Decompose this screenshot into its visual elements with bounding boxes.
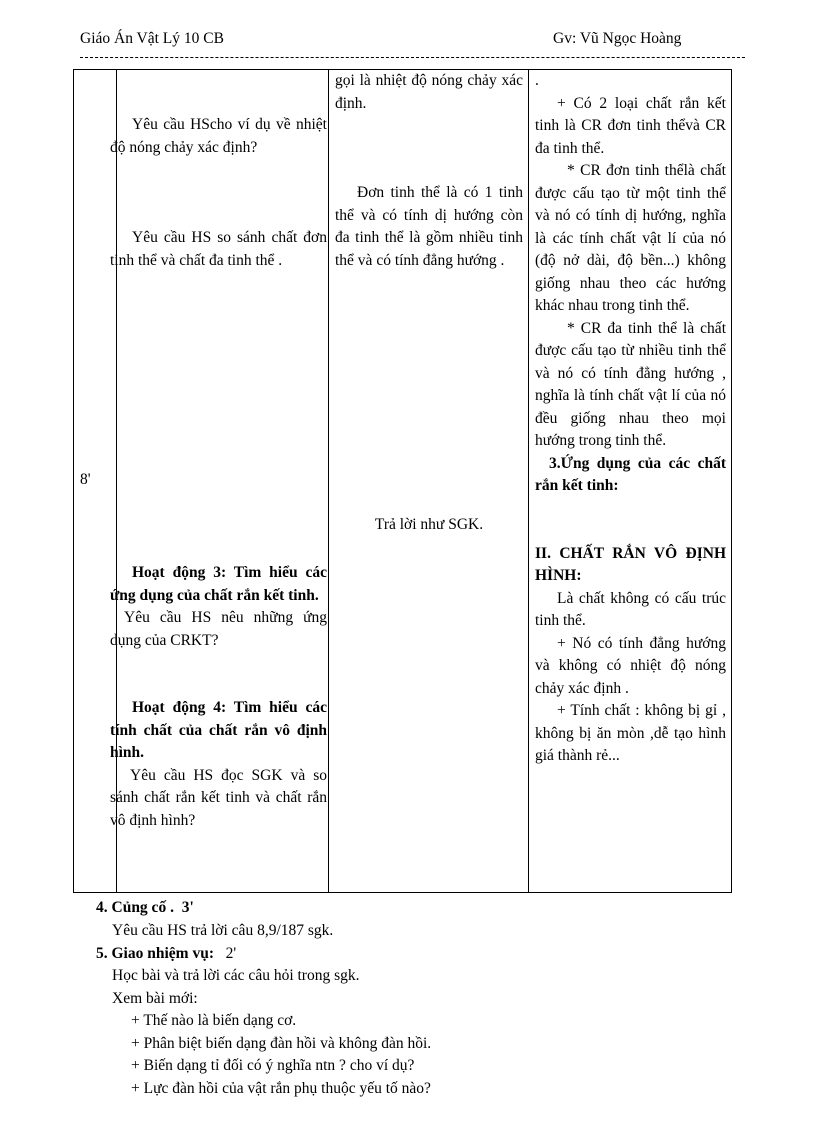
time-cell: 8' bbox=[80, 471, 91, 488]
student-answer-2: Đơn tinh thể là có 1 tinh thể và có tính dị hướng còn đa tinh thể là gồm nhiều tinh thể và có tính đẳng hướng . bbox=[335, 184, 523, 269]
student-answer-3: Trả lời như SGK. bbox=[374, 516, 484, 533]
section-5-bullet: + Thế nào là biến dạng cơ. bbox=[131, 1012, 297, 1029]
section-5-title: 5. Giao nhiệm vụ: 2' bbox=[96, 945, 237, 962]
header-teacher: Gv: Vũ Ngọc Hoàng bbox=[553, 30, 682, 47]
section-5-line-2: Xem bài mới: bbox=[112, 990, 198, 1007]
column-divider bbox=[328, 70, 329, 892]
activity-3-text: Yêu cầu HS nêu những ứng dụng của CRKT? bbox=[110, 609, 327, 649]
section-5-bullet: + Lực đàn hồi của vật rắn phụ thuộc yếu tố nào? bbox=[131, 1080, 431, 1097]
activity-4-text: Yêu cầu HS đọc SGK và so sánh chất rắn kết tinh và chất rắn vô định hình? bbox=[110, 766, 327, 829]
column-divider bbox=[528, 70, 529, 892]
section-4-title: 4. Củng cố . 3' bbox=[96, 899, 194, 916]
content-amorphous-prop: + Nó có tính đẳng hướng và không có nhiệt độ nóng chảy xác định . bbox=[535, 634, 726, 697]
content-amorphous-def: Là chất không có cấu trúc tinh thể. bbox=[535, 589, 726, 629]
activity-4 bbox=[110, 697, 327, 832]
section-4-text: Yêu cầu HS trả lời câu 8,9/187 sgk. bbox=[112, 922, 334, 939]
header-divider bbox=[80, 57, 745, 58]
activity-3-title: Hoạt động 3: Tìm hiểu các ứng dụng của chất rắn kết tinh. bbox=[110, 564, 327, 604]
activity-3 bbox=[110, 562, 327, 652]
section-5-line-1: Học bài và trả lời các câu hỏi trong sgk. bbox=[112, 967, 360, 984]
student-answer-1: gọi là nhiệt độ nóng chảy xác định. bbox=[335, 72, 523, 112]
content-applications-heading: 3.Ứng dụng của các chất rắn kết tinh: bbox=[535, 454, 726, 494]
content-amorphous-heading: II. CHẤT RẮN VÔ ĐỊNH HÌNH: bbox=[535, 544, 726, 584]
activity-4-title: Hoạt động 4: Tìm hiểu các tính chất của chất rắn vô định hình. bbox=[110, 699, 327, 761]
content-single-crystal: * CR đơn tinh thểlà chất được cấu tạo từ một tinh thể và nó có tính dị hướng, nghĩa là các tính chất vật lí của nó (độ nở dài, độ bền...) không giống nhau theo các hướng khác nhau trong tinh thể. bbox=[535, 162, 726, 314]
section-5-bullet: + Phân biệt biến dạng đàn hồi và không đàn hồi. bbox=[131, 1035, 432, 1052]
section-5-bullet: + Biến dạng tỉ đối có ý nghĩa ntn ? cho ví dụ? bbox=[131, 1057, 415, 1074]
content-poly-crystal: * CR đa tinh thể là chất được cấu tạo từ nhiều tinh thể và nó có tính đẳng hướng , nghĩa là tính chất vật lí của nó đều giống nhau theo mọi hướng trong tinh thể. bbox=[535, 319, 726, 449]
teacher-question-2: Yêu cầu HS so sánh chất đơn tinh thể và chất đa tinh thể . bbox=[110, 229, 327, 269]
spacer bbox=[535, 498, 726, 543]
header-subject: Giáo Án Vật Lý 10 CB bbox=[80, 30, 224, 47]
teacher-question-1: Yêu cầu HScho ví dụ về nhiệt độ nóng chảy xác định? bbox=[110, 116, 327, 156]
content-column: . + Có 2 loại chất rắn kết tinh là CR đơn tinh thểvà CR đa tinh thể. * CR đơn tinh thểlà chất được cấu tạo từ một tinh thể và nó có tính dị hướng, nghĩa là các tính chất vật lí của nó (độ nở dài, độ bền...) không giống nhau theo các hướng khác nhau trong tinh thể. * CR đa tinh thể là chất được cấu tạo từ nhiều tinh thể và nó có tính đẳng hướng , nghĩa là tính chất vật lí của nó đều giống nhau theo mọi hướng trong tinh thể. 3.Ứng dụng của các chất rắn kết tinh: II. CHẤT RẮN VÔ ĐỊNH HÌNH: Là chất không có cấu trúc tinh thể. + Nó có tính đẳng hướng và không có nhiệt độ nóng chảy xác định . + Tính chất : không bị gỉ , không bị ăn mòn ,dễ tạo hình giá thành rẻ... bbox=[535, 70, 726, 768]
lesson-table bbox=[73, 69, 732, 893]
content-types: + Có 2 loại chất rắn kết tinh là CR đơn tinh thểvà CR đa tinh thể. bbox=[535, 94, 726, 157]
content-amorphous-traits: + Tính chất : không bị gỉ , không bị ăn mòn ,dễ tạo hình giá thành rẻ... bbox=[535, 702, 726, 764]
